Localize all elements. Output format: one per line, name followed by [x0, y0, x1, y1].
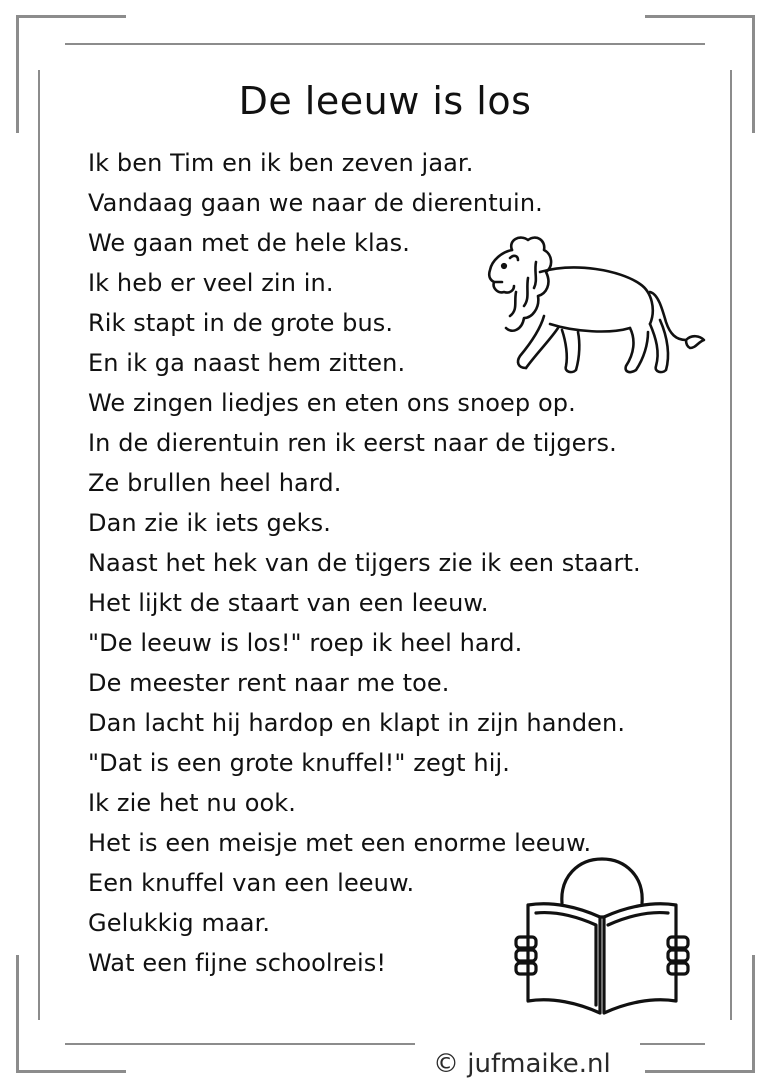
story-line: Ik heb er veel zin in.: [88, 269, 334, 297]
story-line: We gaan met de hele klas.: [88, 229, 410, 257]
story-line: "De leeuw is los!" roep ik heel hard.: [88, 629, 523, 657]
frame-bottom-left-horizontal: [16, 1070, 126, 1073]
frame-left-inner: [38, 70, 40, 1020]
reading-person-icon: [512, 855, 692, 1020]
story-line: Ik ben Tim en ik ben zeven jaar.: [88, 149, 474, 177]
story-line: Rik stapt in de grote bus.: [88, 309, 394, 337]
story-line: Gelukkig maar.: [88, 909, 271, 937]
story-line: Ik zie het nu ook.: [88, 789, 297, 817]
frame-bottom-right-horizontal: [645, 1070, 755, 1073]
frame-right-inner: [730, 70, 732, 1020]
story-line: Wat een fijne schoolreis!: [88, 949, 387, 977]
page-title: De leeuw is los: [238, 79, 532, 123]
frame-bottom-right-vertical: [752, 955, 755, 1073]
story-line: "Dat is een grote knuffel!" zegt hij.: [88, 749, 510, 777]
story-line: Het is een meisje met een enorme leeuw.: [88, 829, 592, 857]
frame-top-left-horizontal: [16, 15, 126, 18]
lion-icon: [480, 232, 710, 382]
frame-bottom-left-vertical: [16, 955, 19, 1073]
frame-top-right-horizontal: [645, 15, 755, 18]
story-line: Een knuffel van een leeuw.: [88, 869, 415, 897]
story-line: We zingen liedjes en eten ons snoep op.: [88, 389, 576, 417]
frame-bottom-inner: [65, 1043, 415, 1045]
story-line: Dan zie ik iets geks.: [88, 509, 331, 537]
story-line: Naast het hek van de tijgers zie ik een staart.: [88, 549, 641, 577]
story-line: Het lijkt de staart van een leeuw.: [88, 589, 489, 617]
copyright-notice: © jufmaike.nl: [433, 1049, 611, 1079]
story-line: Dan lacht hij hardop en klapt in zijn handen.: [88, 709, 626, 737]
story-line: Ze brullen heel hard.: [88, 469, 342, 497]
frame-top-inner: [65, 43, 705, 45]
story-line: Vandaag gaan we naar de dierentuin.: [88, 189, 543, 217]
frame-bottom-inner-right: [640, 1043, 705, 1045]
story-line: In de dierentuin ren ik eerst naar de tijgers.: [88, 429, 617, 457]
story-line: En ik ga naast hem zitten.: [88, 349, 406, 377]
story-line: De meester rent naar me toe.: [88, 669, 450, 697]
